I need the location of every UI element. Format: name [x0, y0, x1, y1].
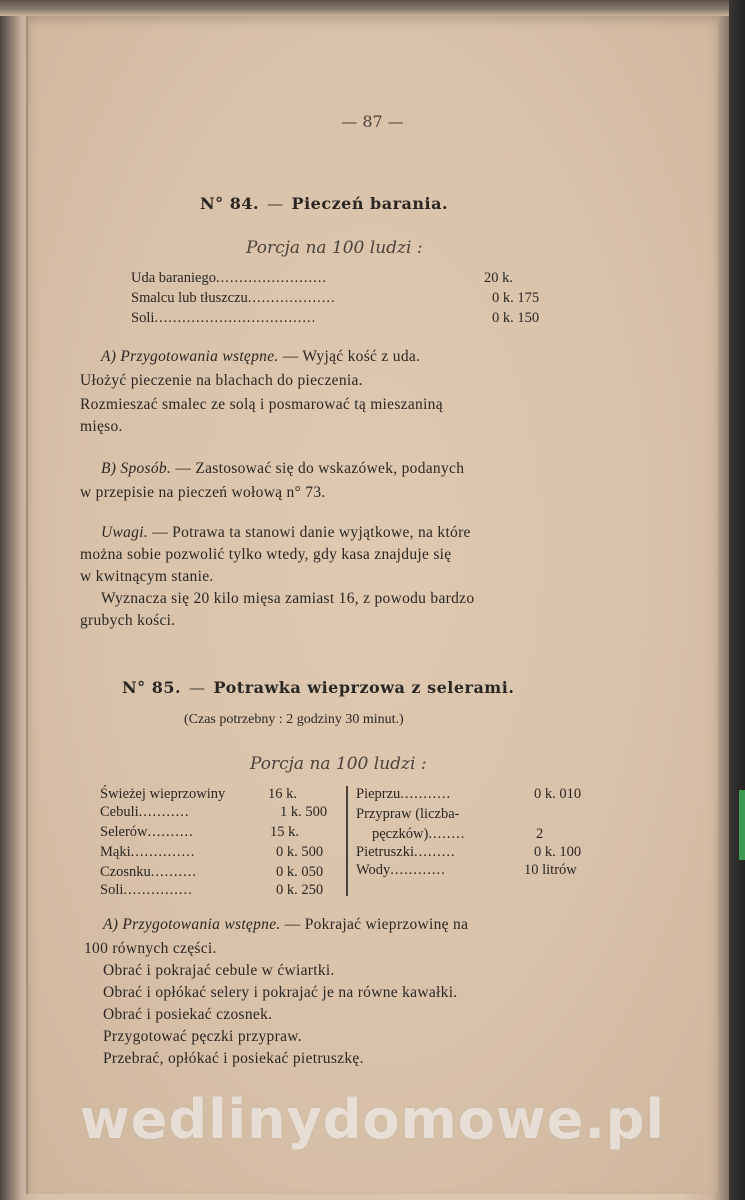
- recipe-85-ingredient-right: Pietruszki.........: [356, 844, 456, 860]
- recipe-84-ingredient: [131, 290, 336, 307]
- recipe-85-ingredient-right: Pieprzu...........: [356, 786, 452, 802]
- recipe-85-text-line: Obrać i opłókać selery i pokrajać je na równe kawałki.: [103, 984, 458, 1001]
- recipe-85-portion: Porcja na 100 ludzi :: [250, 754, 427, 774]
- ingredient-dots: ........................: [215, 270, 327, 286]
- recipe-84-text-line: Uwagi. — Potrawa ta stanowi danie wyjątkowe, na które: [101, 524, 471, 541]
- page-number: — 87 —: [341, 112, 404, 131]
- ingredient-qty: 0 k. 150: [492, 310, 540, 326]
- recipe-84-ingredient: [131, 270, 327, 287]
- recipe-85-text-line: Obrać i posiekać czosnek.: [103, 1006, 273, 1023]
- watermark: wedlinydomowe.pl: [79, 1088, 666, 1151]
- recipe-85-text-line: Przygotować pęczki przypraw.: [103, 1028, 302, 1045]
- recipe-85-ingredient-left: Cebuli...........: [100, 804, 190, 820]
- recipe-84-heading: [200, 194, 448, 213]
- recipe-85-ingredient-right: Wody............: [356, 862, 446, 878]
- recipe-84-text-line: Wyznacza się 20 kilo mięsa zamiast 16, z powodu bardzo: [101, 590, 475, 607]
- recipe-85-text-line: 100 równych części.: [84, 940, 217, 957]
- ingredient-name: Soli: [131, 310, 155, 326]
- recipe-84-number: N° 84.: [200, 194, 260, 213]
- recipe-84-text-line: Ułożyć pieczenie na blachach do pieczenia.: [80, 372, 363, 389]
- ingredient-qty: 0 k. 010: [534, 786, 582, 802]
- bookmark-ribbon: [739, 790, 745, 860]
- recipe-85-ingredient-left: Selerów..........: [100, 824, 194, 840]
- recipe-85-ingredient-left: Czosnku..........: [100, 864, 197, 880]
- recipe-85-text-line: Przebrać, opłókać i posiekać pietruszkę.: [103, 1050, 364, 1067]
- recipe-85-number: N° 85.: [122, 678, 182, 697]
- recipe-84-text-line: w przepisie na pieczeń wołową n° 73.: [80, 484, 326, 501]
- recipe-85-ingredient-right: Przypraw (liczba-: [356, 806, 460, 822]
- ingredient-qty: 16 k.: [268, 786, 297, 802]
- recipe-84-text-line: grubych kości.: [80, 612, 176, 629]
- recipe-85-dash: —: [189, 678, 206, 697]
- recipe-84-title: Pieczeń barania.: [291, 194, 449, 213]
- recipe-85-ingredient-left: Świeżej wieprzowiny: [100, 786, 226, 802]
- recipe-85-time: (Czas potrzebny : 2 godziny 30 minut.): [184, 712, 404, 727]
- recipe-85-ingredient-left: Mąki..............: [100, 844, 196, 860]
- recipe-84-text-line: Rozmieszać smalec ze solą i posmarować tą mieszaniną: [80, 396, 443, 413]
- recipe-84-text-line: w kwitnącym stanie.: [80, 568, 214, 585]
- recipe-85-text-line: Obrać i pokrajać cebule w ćwiartki.: [103, 962, 335, 979]
- recipe-85-title: Potrawka wieprzowa z selerami.: [213, 678, 515, 697]
- recipe-84-text-line: B) Sposób. — Zastosować się do wskazówek, podanych: [101, 460, 465, 477]
- ingredient-qty: 1 k. 500: [280, 804, 328, 820]
- column-divider: [346, 786, 348, 896]
- ingredient-qty: 0 k. 500: [276, 844, 324, 860]
- page-right-edge: [729, 0, 745, 1200]
- recipe-84-text-line: mięso.: [80, 418, 123, 435]
- recipe-84-text-line: można sobie pozwolić tylko wtedy, gdy kasa znajduje się: [80, 546, 452, 563]
- recipe-85-heading: [122, 678, 514, 697]
- ingredient-dots: ...................: [247, 290, 336, 306]
- recipe-84-text-line: A) Przygotowania wstępne. — Wyjąć kość z uda.: [101, 348, 421, 365]
- recipe-85-ingredient-left: Soli...............: [100, 882, 193, 898]
- ingredient-dots: ...................................: [154, 310, 317, 326]
- ingredient-qty: 15 k.: [270, 824, 299, 840]
- ingredient-qty: 2: [536, 826, 544, 842]
- recipe-85-text-line: A) Przygotowania wstępne. — Pokrajać wieprzowinę na: [103, 916, 469, 933]
- ingredient-qty: 20 k.: [484, 270, 513, 286]
- ingredient-qty: 0 k. 250: [276, 882, 324, 898]
- ingredient-qty: 0 k. 175: [492, 290, 540, 306]
- ingredient-name: Uda baraniego: [131, 270, 216, 286]
- ingredient-qty: 0 k. 100: [534, 844, 582, 860]
- page-top-edge: [0, 0, 745, 16]
- recipe-85-ingredient-right: pęczków)........: [372, 826, 466, 842]
- ingredient-qty: 10 litrów: [524, 862, 577, 878]
- recipe-84-ingredient: [131, 310, 316, 327]
- ingredient-qty: 0 k. 050: [276, 864, 324, 880]
- recipe-84-dash: —: [267, 194, 284, 213]
- recipe-84-portion: Porcja na 100 ludzi :: [246, 238, 423, 258]
- ingredient-name: Smalcu lub tłuszczu: [131, 290, 248, 306]
